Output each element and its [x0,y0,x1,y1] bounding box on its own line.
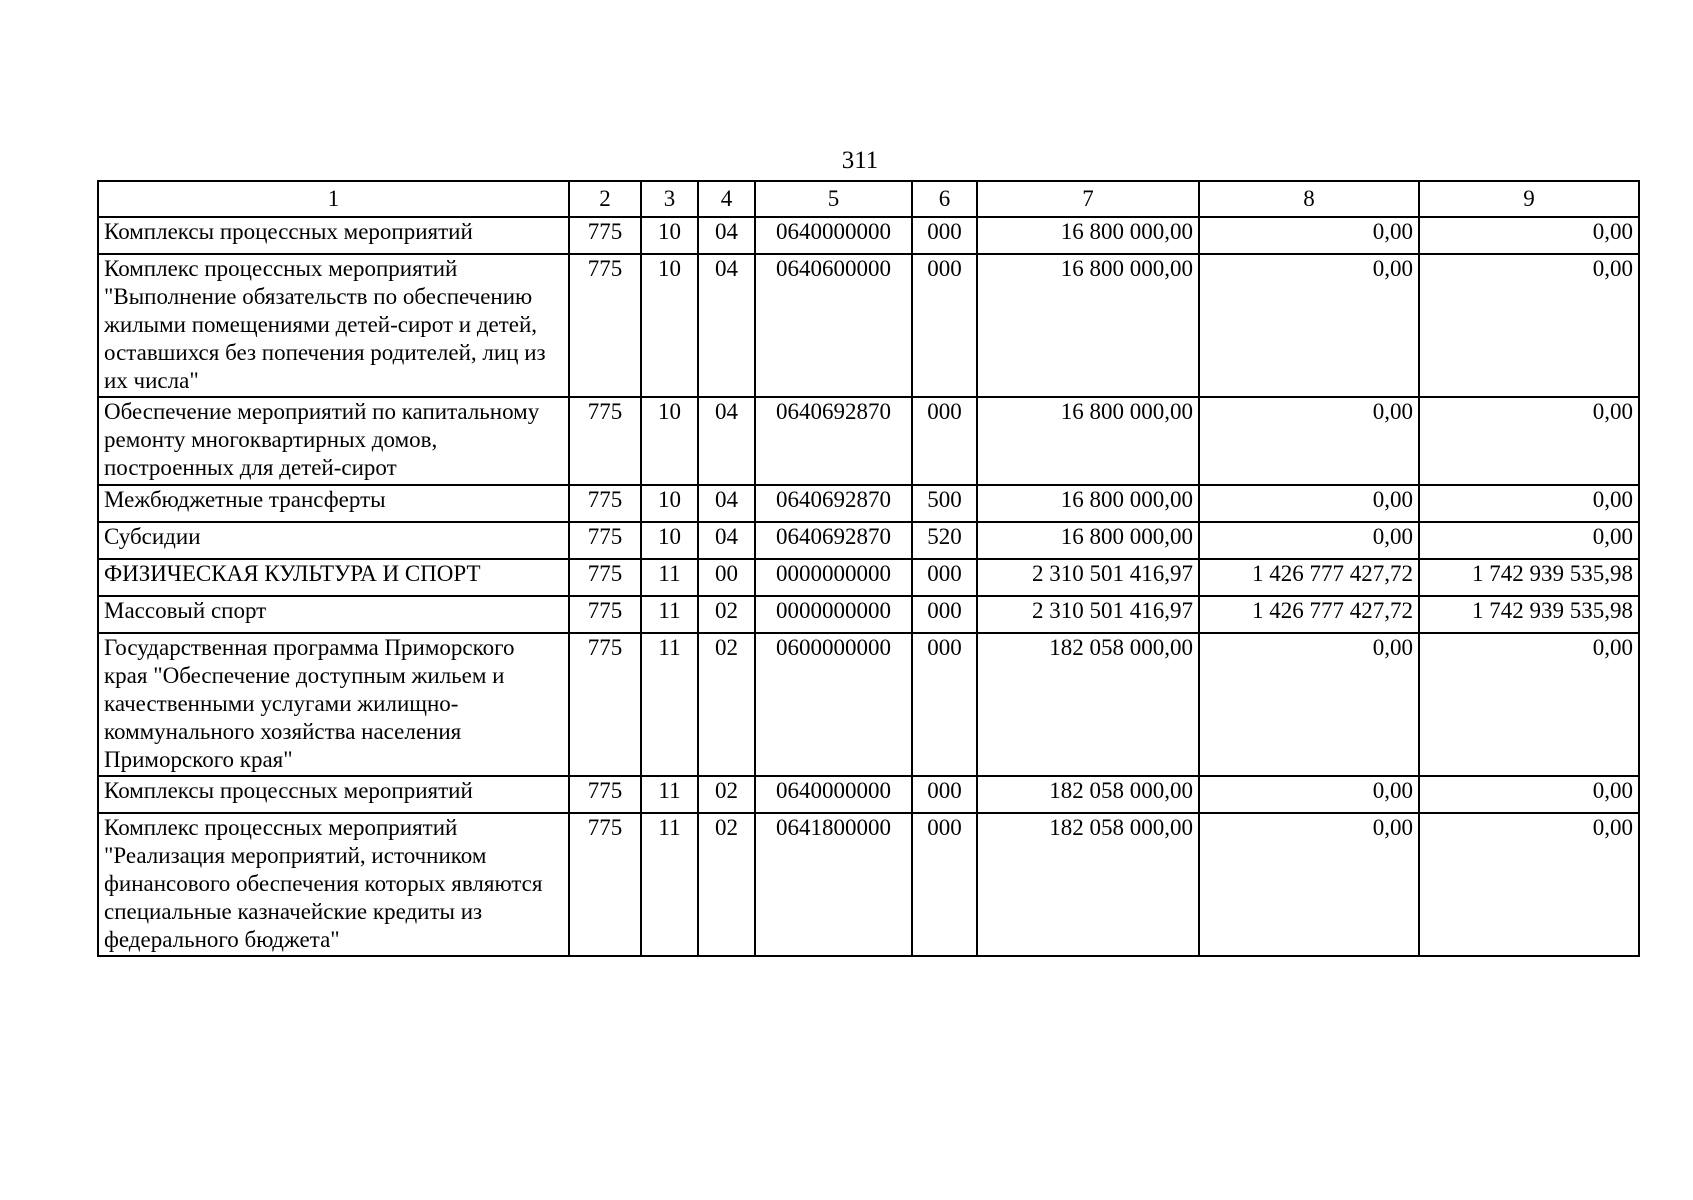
row-name: Комплексы процессных мероприятий [98,217,569,254]
budget-table [97,180,1640,957]
row-name: Комплекс процессных мероприятий "Выполнение обязательств по обеспечению жилыми помещениями детей-сирот и детей, оставшихся без попечения родителей, лиц из их числа" [98,254,569,397]
row-sum-7: 182 058 000,00 [977,813,1199,956]
row-code-3: 10 [641,397,698,485]
row-code-6: 520 [912,522,977,559]
row-code-2: 775 [569,217,641,254]
table-row [98,254,1639,397]
column-header: 7 [977,181,1199,217]
row-code-6: 500 [912,485,977,522]
row-sum-7: 2 310 501 416,97 [977,596,1199,633]
row-code-5: 0640000000 [755,776,912,813]
column-header: 6 [912,181,977,217]
row-sum-9: 0,00 [1419,522,1639,559]
column-header: 8 [1199,181,1419,217]
row-sum-7: 182 058 000,00 [977,633,1199,776]
table-row [98,776,1639,813]
row-name: Комплекс процессных мероприятий "Реализация мероприятий, источником финансового обеспечения которых являются специальные казначейские кредиты из федерального бюджета" [98,813,569,956]
row-name: Комплексы процессных мероприятий [98,776,569,813]
row-sum-9: 0,00 [1419,485,1639,522]
row-code-3: 10 [641,254,698,397]
row-name: Массовый спорт [98,596,569,633]
row-sum-9: 0,00 [1419,633,1639,776]
row-sum-7: 2 310 501 416,97 [977,559,1199,596]
row-name: ФИЗИЧЕСКАЯ КУЛЬТУРА И СПОРТ [98,559,569,596]
row-code-5: 0640600000 [755,254,912,397]
row-name: Межбюджетные трансферты [98,485,569,522]
row-name: Государственная программа Приморского края "Обеспечение доступным жильем и качественными услугами жилищно-коммунального хозяйства населения Приморского края" [98,633,569,776]
column-header: 5 [755,181,912,217]
row-code-4: 04 [698,217,755,254]
row-code-4: 04 [698,485,755,522]
row-code-3: 10 [641,522,698,559]
row-sum-9: 1 742 939 535,98 [1419,559,1639,596]
row-code-4: 04 [698,522,755,559]
row-sum-8: 1 426 777 427,72 [1199,559,1419,596]
table-row [98,596,1639,633]
row-code-4: 04 [698,397,755,485]
row-code-3: 10 [641,217,698,254]
table-row [98,813,1639,956]
row-code-3: 11 [641,776,698,813]
row-sum-9: 0,00 [1419,397,1639,485]
row-code-3: 11 [641,559,698,596]
row-code-6: 000 [912,776,977,813]
table-row [98,633,1639,776]
table-row [98,559,1639,596]
row-code-2: 775 [569,397,641,485]
row-sum-8: 0,00 [1199,776,1419,813]
row-code-6: 000 [912,633,977,776]
header-row [98,181,1639,217]
row-code-5: 0640000000 [755,217,912,254]
row-code-5: 0640692870 [755,522,912,559]
row-code-4: 02 [698,776,755,813]
page-number: 311 [841,147,879,174]
row-sum-8: 0,00 [1199,397,1419,485]
row-sum-9: 0,00 [1419,254,1639,397]
row-code-2: 775 [569,485,641,522]
row-code-4: 04 [698,254,755,397]
row-code-3: 11 [641,596,698,633]
row-code-3: 11 [641,813,698,956]
row-name: Субсидии [98,522,569,559]
row-sum-7: 16 800 000,00 [977,217,1199,254]
row-code-6: 000 [912,596,977,633]
row-code-4: 02 [698,596,755,633]
row-code-3: 10 [641,485,698,522]
row-sum-9: 0,00 [1419,776,1639,813]
row-code-5: 0641800000 [755,813,912,956]
column-header: 3 [641,181,698,217]
row-sum-7: 182 058 000,00 [977,776,1199,813]
row-code-6: 000 [912,397,977,485]
row-sum-8: 0,00 [1199,254,1419,397]
row-sum-9: 0,00 [1419,813,1639,956]
row-code-2: 775 [569,254,641,397]
row-code-5: 0000000000 [755,559,912,596]
row-code-2: 775 [569,813,641,956]
row-code-2: 775 [569,522,641,559]
table-row [98,485,1639,522]
row-sum-8: 0,00 [1199,485,1419,522]
table-row [98,217,1639,254]
row-sum-7: 16 800 000,00 [977,254,1199,397]
row-code-5: 0640692870 [755,485,912,522]
row-sum-8: 0,00 [1199,633,1419,776]
row-sum-7: 16 800 000,00 [977,397,1199,485]
row-sum-8: 0,00 [1199,217,1419,254]
column-header: 4 [698,181,755,217]
row-sum-8: 0,00 [1199,813,1419,956]
table-row [98,522,1639,559]
row-code-4: 02 [698,813,755,956]
row-code-5: 0600000000 [755,633,912,776]
row-code-4: 02 [698,633,755,776]
row-sum-7: 16 800 000,00 [977,522,1199,559]
row-code-2: 775 [569,559,641,596]
column-header: 2 [569,181,641,217]
row-sum-7: 16 800 000,00 [977,485,1199,522]
row-code-2: 775 [569,633,641,776]
row-code-3: 11 [641,633,698,776]
row-code-6: 000 [912,254,977,397]
row-code-5: 0640692870 [755,397,912,485]
row-code-4: 00 [698,559,755,596]
row-sum-8: 1 426 777 427,72 [1199,596,1419,633]
row-code-2: 775 [569,596,641,633]
row-code-6: 000 [912,217,977,254]
row-code-6: 000 [912,813,977,956]
row-name: Обеспечение мероприятий по капитальному ремонту многоквартирных домов, построенных для детей-сирот [98,397,569,485]
row-code-2: 775 [569,776,641,813]
row-code-6: 000 [912,559,977,596]
row-sum-9: 1 742 939 535,98 [1419,596,1639,633]
table-row [98,397,1639,485]
column-header: 9 [1419,181,1639,217]
row-sum-8: 0,00 [1199,522,1419,559]
row-code-5: 0000000000 [755,596,912,633]
column-header: 1 [98,181,569,217]
row-sum-9: 0,00 [1419,217,1639,254]
